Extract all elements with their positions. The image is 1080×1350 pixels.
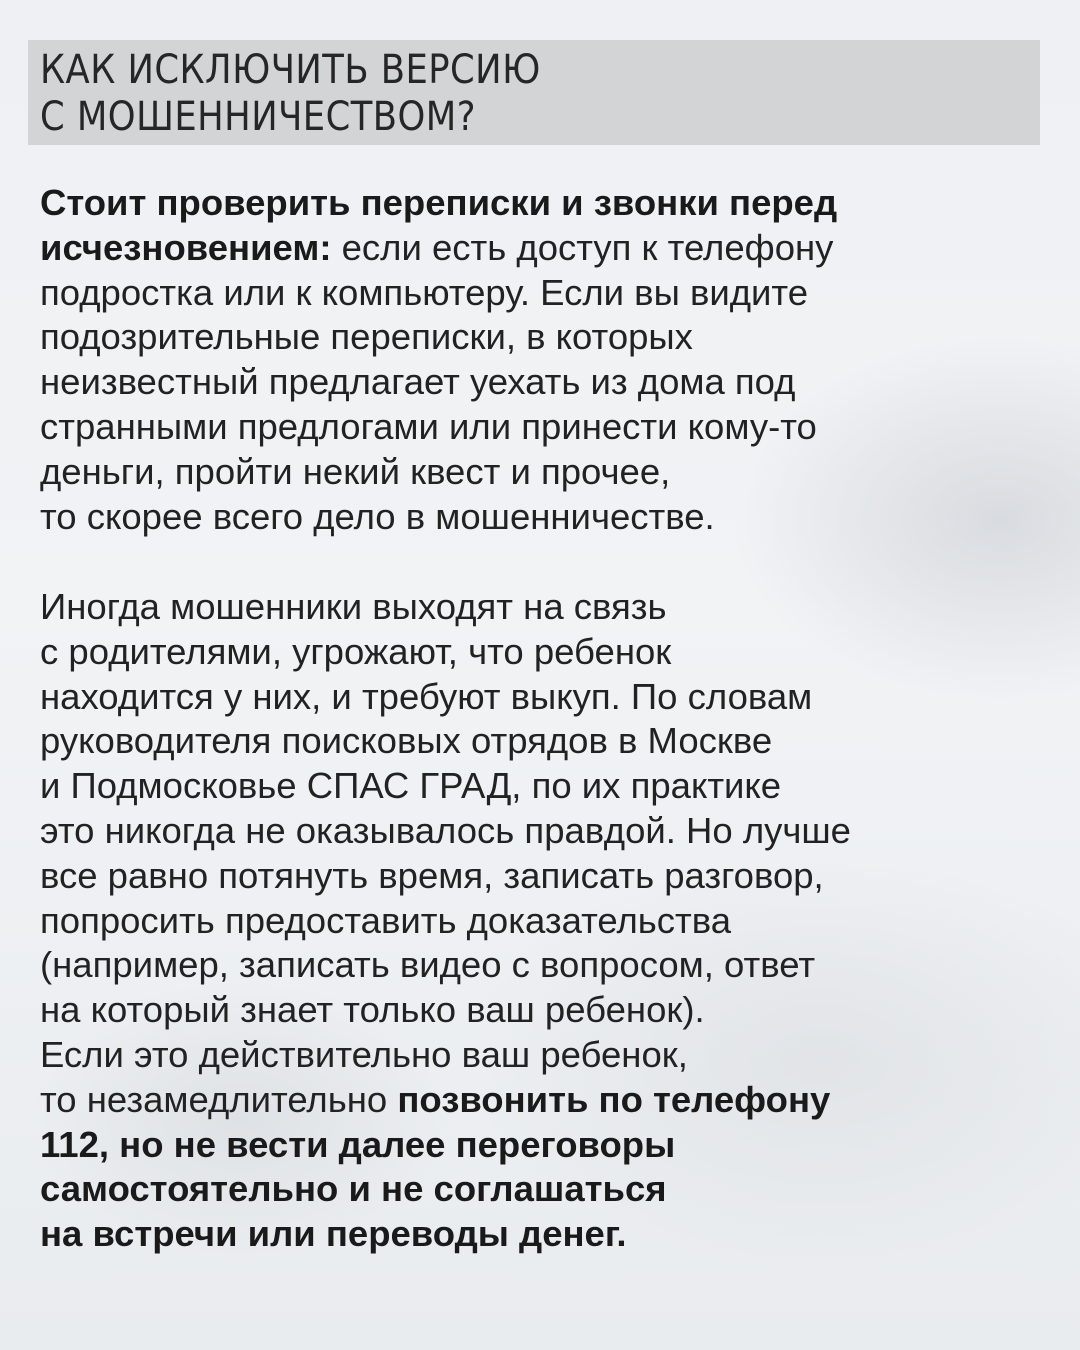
text-fragment: если есть доступ к телефону — [331, 226, 834, 268]
text-line: Если это действительно ваш ребенок, — [40, 1033, 688, 1075]
text-line: 112, но не вести далее переговоры — [40, 1123, 676, 1165]
text-line — [40, 226, 837, 271]
text-line: деньги, пройти некий квест и прочее, — [40, 450, 671, 492]
text-fragment: то незамедлительно — [40, 1078, 398, 1120]
text-line: странными предлогами или принести кому-то — [40, 405, 817, 447]
text-line: Стоит проверить переписки и звонки перед — [40, 182, 838, 223]
text-line: с родителями, угрожают, что ребенок — [40, 630, 672, 672]
text-line: руководителя поисковых отрядов в Москве — [40, 720, 773, 762]
paragraph-check-messages — [40, 181, 837, 539]
text-line: Иногда мошенники выходят на связь — [40, 586, 667, 627]
text-line: это никогда не оказывалось правдой. Но лучше — [40, 809, 851, 851]
text-line: то скорее всего дело в мошенничестве. — [40, 495, 715, 537]
paragraph-ransom-advice — [40, 585, 851, 1257]
bold-phrase: исчезновением: — [40, 226, 332, 268]
title-line: КАК ИСКЛЮЧИТЬ ВЕРСИЮ — [40, 46, 541, 93]
page-title — [40, 46, 541, 141]
text-line: самостоятельно и не соглашаться — [40, 1168, 667, 1210]
text-line: на который знает только ваш ребенок). — [40, 989, 705, 1031]
text-line: подозрительные переписки, в которых — [40, 316, 693, 358]
text-line: подростка или к компьютеру. Если вы видите — [40, 271, 809, 313]
text-line: находится у них, и требуют выкуп. По словам — [40, 675, 813, 717]
text-line: все равно потянуть время, записать разговор, — [40, 854, 824, 896]
text-line: попросить предоставить доказательства — [40, 899, 732, 941]
bold-phrase: позвонить по телефону — [397, 1078, 831, 1120]
title-line: С МОШЕННИЧЕСТВОМ? — [40, 93, 476, 140]
text-line: (например, записать видео с вопросом, ответ — [40, 944, 816, 986]
text-line: на встречи или переводы денег. — [40, 1213, 627, 1255]
text-line — [40, 1078, 851, 1123]
text-line: неизвестный предлагает уехать из дома под — [40, 361, 796, 403]
text-line: и Подмосковье СПАС ГРАД, по их практике — [40, 765, 782, 807]
